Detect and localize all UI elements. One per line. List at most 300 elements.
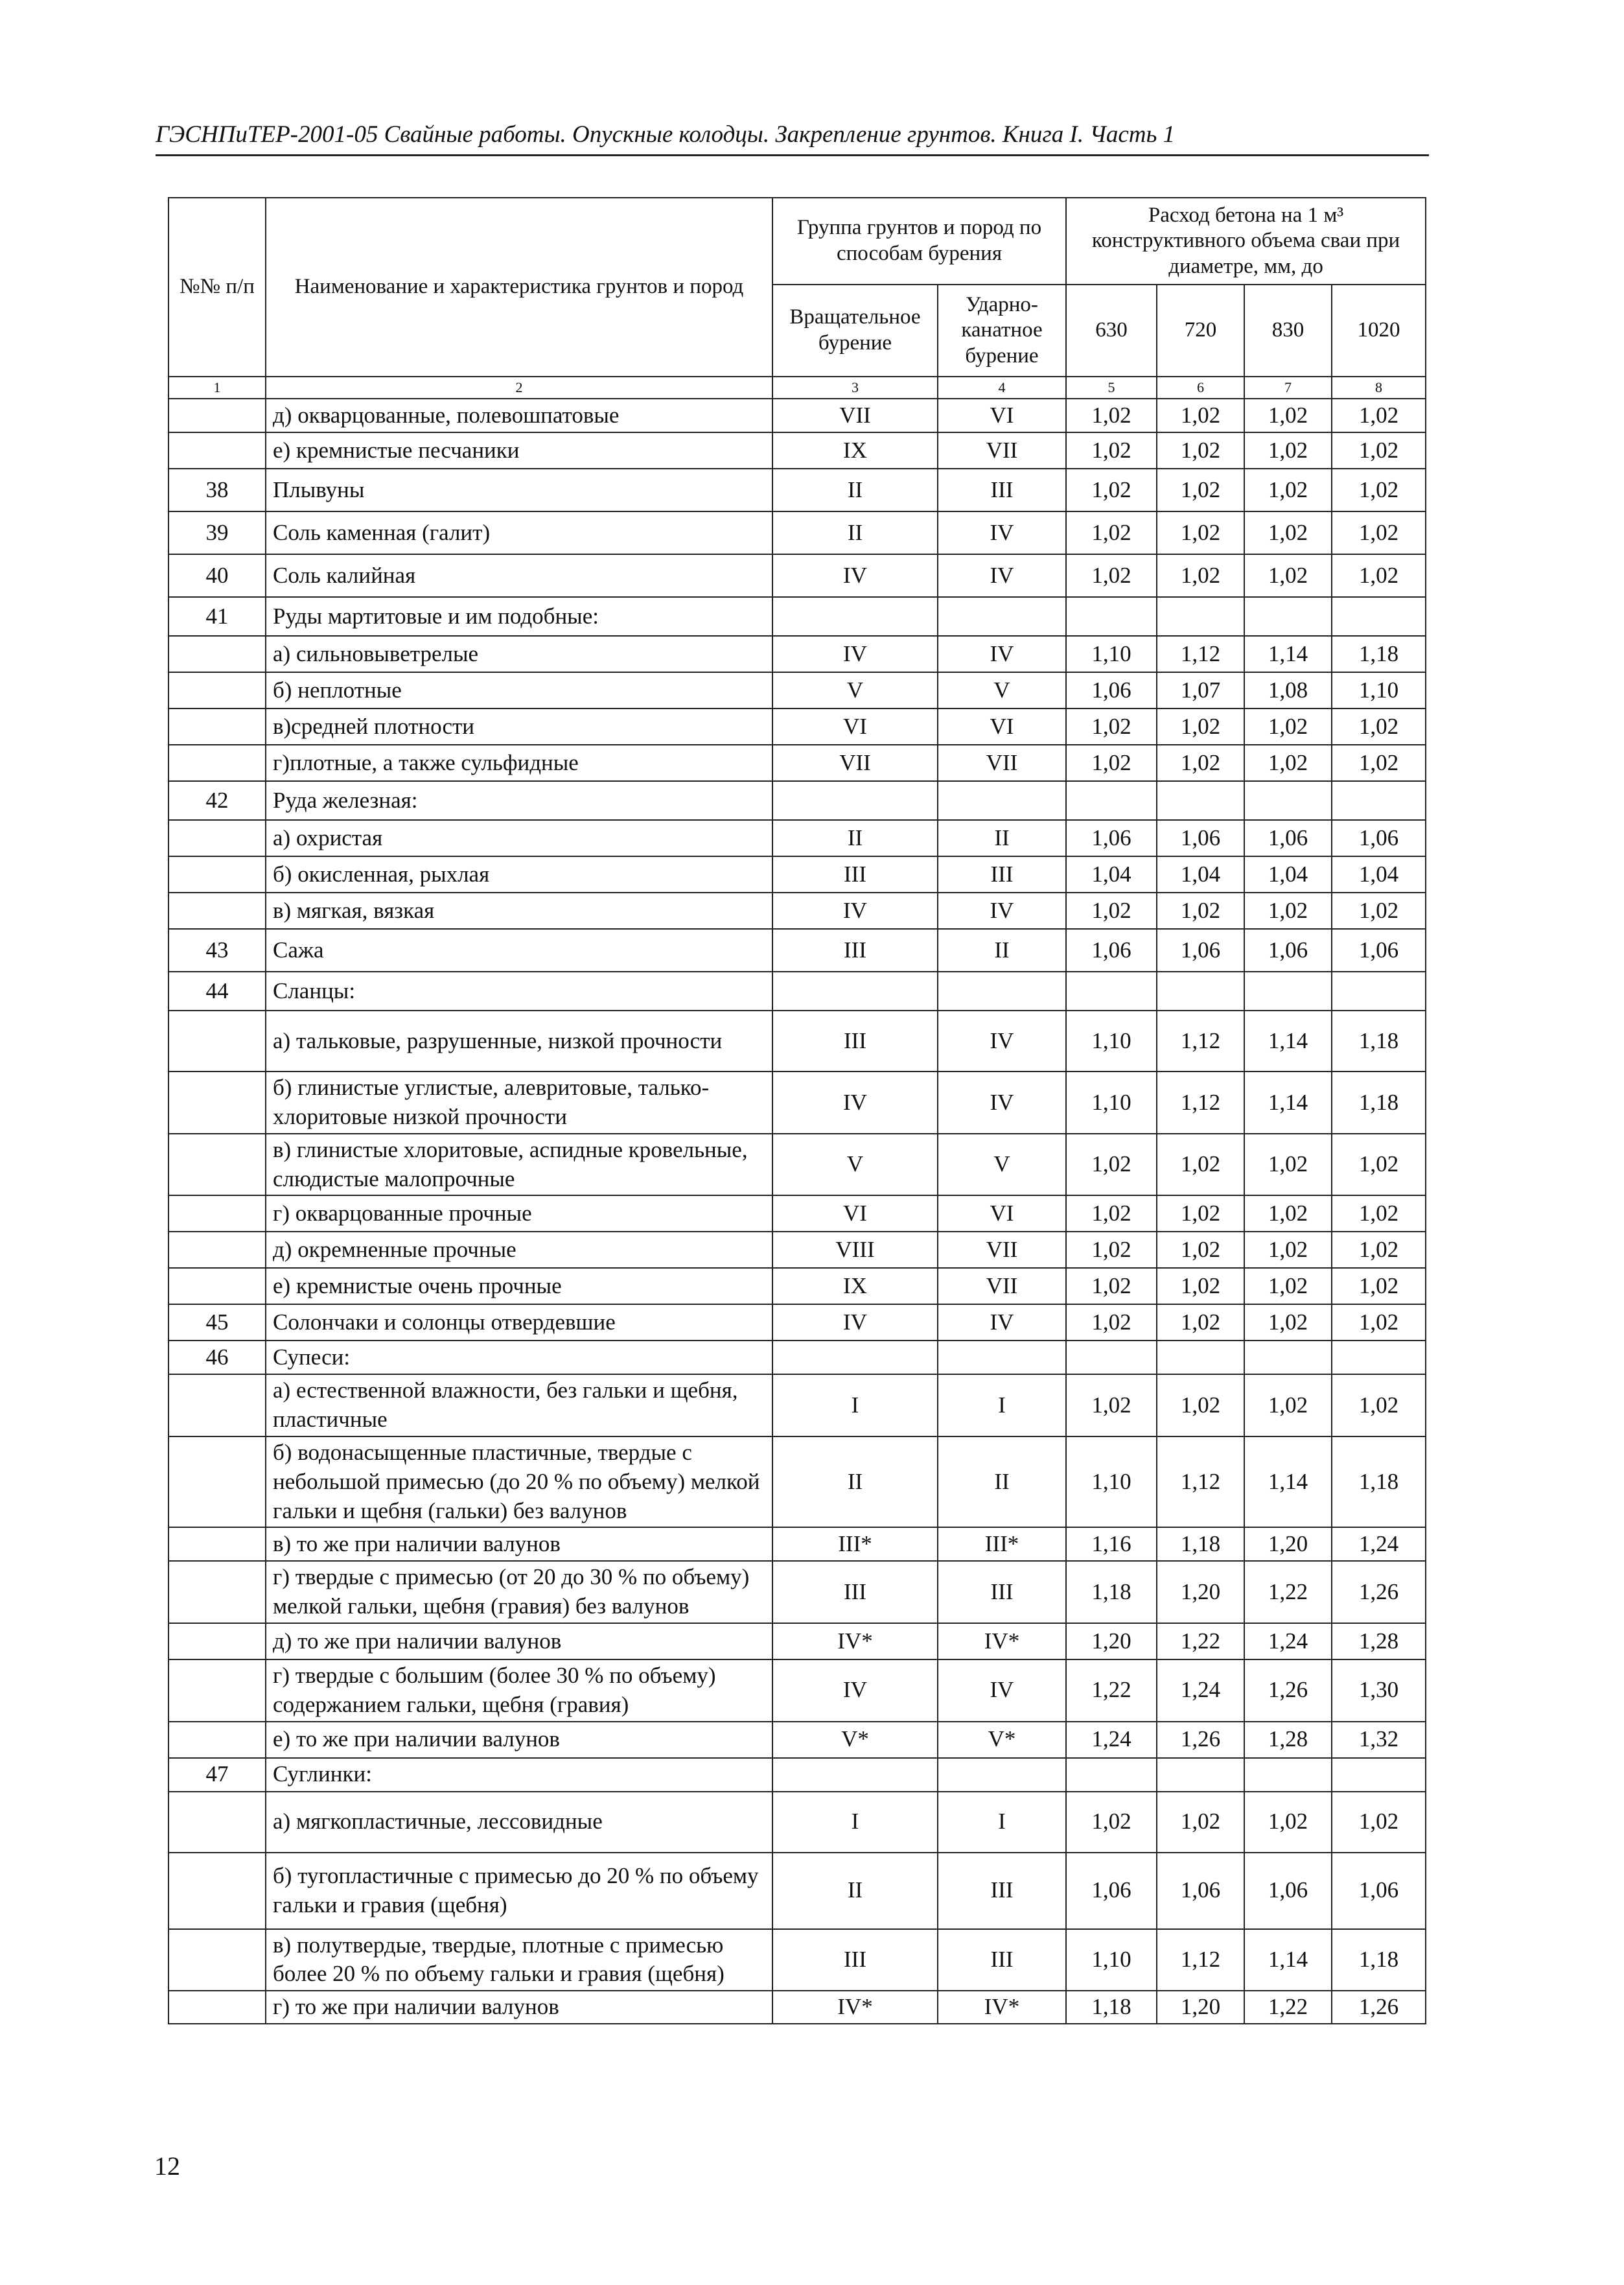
soil-name: Соль каменная (галит) <box>266 511 772 554</box>
row-number <box>168 1527 266 1561</box>
value-d720: 1,02 <box>1157 1374 1244 1436</box>
value-d630: 1,10 <box>1066 1072 1157 1134</box>
table-row <box>168 781 1426 820</box>
soil-name: е) кремнистые очень прочные <box>266 1268 772 1304</box>
row-number: 47 <box>168 1758 266 1792</box>
row-number <box>168 1929 266 1991</box>
value-d720: 1,12 <box>1157 1072 1244 1134</box>
value-d830: 1,02 <box>1244 709 1332 745</box>
column-index: 3 <box>772 377 938 399</box>
value-d830: 1,22 <box>1244 1991 1332 2024</box>
table-row <box>168 745 1426 781</box>
group-percussion <box>938 597 1066 636</box>
value-d1020 <box>1332 781 1426 820</box>
soil-name: Солончаки и солонцы отвердевшие <box>266 1304 772 1341</box>
row-number <box>168 1623 266 1659</box>
group-rotary: III* <box>772 1527 938 1561</box>
value-d830 <box>1244 1341 1332 1374</box>
group-percussion: III <box>938 1853 1066 1929</box>
table-row <box>168 1929 1426 1991</box>
value-d830: 1,22 <box>1244 1561 1332 1623</box>
soil-name: е) то же при наличии валунов <box>266 1722 772 1758</box>
soil-name: г) твердые с большим (более 30 % по объему) содержанием гальки, щебня (гравия) <box>266 1659 772 1722</box>
value-d720: 1,18 <box>1157 1527 1244 1561</box>
value-d1020: 1,30 <box>1332 1659 1426 1722</box>
table-row <box>168 929 1426 972</box>
value-d630: 1,10 <box>1066 636 1157 672</box>
row-number <box>168 1659 266 1722</box>
group-rotary: IV <box>772 554 938 597</box>
soil-name: а) тальковые, разрушенные, низкой прочности <box>266 1011 772 1072</box>
value-d830: 1,02 <box>1244 893 1332 929</box>
group-percussion <box>938 972 1066 1011</box>
value-d720 <box>1157 597 1244 636</box>
header-percussion: Ударно-канатное бурение <box>938 285 1066 377</box>
value-d1020: 1,02 <box>1332 554 1426 597</box>
value-d630: 1,18 <box>1066 1991 1157 2024</box>
value-d630: 1,02 <box>1066 399 1157 432</box>
value-d630: 1,02 <box>1066 469 1157 511</box>
group-percussion: IV <box>938 893 1066 929</box>
header-d830: 830 <box>1244 285 1332 377</box>
value-d830: 1,02 <box>1244 432 1332 469</box>
value-d830: 1,02 <box>1244 554 1332 597</box>
group-rotary <box>772 1758 938 1792</box>
soil-name: а) естественной влажности, без гальки и щебня, пластичные <box>266 1374 772 1436</box>
soil-name: б) глинистые углистые, алевритовые, талько-хлоритовые низкой прочности <box>266 1072 772 1134</box>
group-rotary: IV <box>772 1072 938 1134</box>
value-d630: 1,02 <box>1066 893 1157 929</box>
value-d1020: 1,04 <box>1332 856 1426 893</box>
value-d630: 1,02 <box>1066 1268 1157 1304</box>
value-d830 <box>1244 781 1332 820</box>
value-d720: 1,12 <box>1157 1011 1244 1072</box>
value-d1020: 1,02 <box>1332 1232 1426 1268</box>
value-d630: 1,24 <box>1066 1722 1157 1758</box>
value-d630: 1,02 <box>1066 709 1157 745</box>
value-d720: 1,02 <box>1157 432 1244 469</box>
value-d720: 1,02 <box>1157 399 1244 432</box>
row-number <box>168 672 266 709</box>
value-d630: 1,02 <box>1066 1195 1157 1232</box>
value-d830: 1,06 <box>1244 929 1332 972</box>
group-percussion: III <box>938 469 1066 511</box>
value-d630: 1,20 <box>1066 1623 1157 1659</box>
value-d720: 1,06 <box>1157 820 1244 856</box>
value-d1020: 1,02 <box>1332 399 1426 432</box>
value-d830: 1,14 <box>1244 636 1332 672</box>
row-number: 43 <box>168 929 266 972</box>
group-rotary: III <box>772 1929 938 1991</box>
value-d630: 1,10 <box>1066 1436 1157 1527</box>
group-percussion: IV <box>938 1072 1066 1134</box>
table-row <box>168 709 1426 745</box>
value-d720: 1,12 <box>1157 1436 1244 1527</box>
group-rotary: IV* <box>772 1991 938 2024</box>
group-percussion: IV <box>938 1659 1066 1722</box>
value-d1020: 1,02 <box>1332 432 1426 469</box>
value-d830: 1,02 <box>1244 1195 1332 1232</box>
value-d630 <box>1066 597 1157 636</box>
group-rotary <box>772 781 938 820</box>
value-d1020: 1,02 <box>1332 1374 1426 1436</box>
value-d630 <box>1066 972 1157 1011</box>
group-rotary: IV <box>772 636 938 672</box>
value-d830: 1,24 <box>1244 1623 1332 1659</box>
row-number <box>168 1436 266 1527</box>
soil-name: в) полутвердые, твердые, плотные с примесью более 20 % по объему гальки и гравия (щебня) <box>266 1929 772 1991</box>
value-d630 <box>1066 781 1157 820</box>
column-index: 8 <box>1332 377 1426 399</box>
value-d720: 1,20 <box>1157 1561 1244 1623</box>
value-d720: 1,12 <box>1157 1929 1244 1991</box>
row-number <box>168 1374 266 1436</box>
row-number <box>168 820 266 856</box>
group-percussion <box>938 1341 1066 1374</box>
soil-name: г) то же при наличии валунов <box>266 1991 772 2024</box>
group-percussion: II <box>938 929 1066 972</box>
value-d630: 1,10 <box>1066 1011 1157 1072</box>
group-rotary: II <box>772 1436 938 1527</box>
group-rotary: V <box>772 1134 938 1196</box>
group-rotary: I <box>772 1792 938 1853</box>
value-d1020 <box>1332 972 1426 1011</box>
value-d830: 1,20 <box>1244 1527 1332 1561</box>
value-d720: 1,02 <box>1157 893 1244 929</box>
group-percussion: IV <box>938 554 1066 597</box>
value-d720: 1,26 <box>1157 1722 1244 1758</box>
value-d1020: 1,26 <box>1332 1561 1426 1623</box>
group-rotary: II <box>772 820 938 856</box>
soil-name: а) охристая <box>266 820 772 856</box>
value-d630: 1,02 <box>1066 1232 1157 1268</box>
row-number: 41 <box>168 597 266 636</box>
column-index: 6 <box>1157 377 1244 399</box>
row-number: 42 <box>168 781 266 820</box>
group-percussion: II <box>938 1436 1066 1527</box>
table-row <box>168 1853 1426 1929</box>
group-rotary: III <box>772 1561 938 1623</box>
value-d720: 1,02 <box>1157 1134 1244 1196</box>
soil-name: д) окремненные прочные <box>266 1232 772 1268</box>
value-d1020: 1,02 <box>1332 709 1426 745</box>
value-d720: 1,02 <box>1157 745 1244 781</box>
header-d630: 630 <box>1066 285 1157 377</box>
group-percussion: VII <box>938 1232 1066 1268</box>
soil-name: Сажа <box>266 929 772 972</box>
soil-name: г)плотные, а также сульфидные <box>266 745 772 781</box>
table-row <box>168 399 1426 432</box>
group-rotary: III <box>772 856 938 893</box>
row-number <box>168 399 266 432</box>
soil-name: д) окварцованные, полевошпатовые <box>266 399 772 432</box>
value-d720: 1,02 <box>1157 1304 1244 1341</box>
row-number <box>168 893 266 929</box>
value-d720 <box>1157 1758 1244 1792</box>
value-d630: 1,18 <box>1066 1561 1157 1623</box>
soil-name: б) тугопластичные с примесью до 20 % по объему гальки и гравия (щебня) <box>266 1853 772 1929</box>
table-row <box>168 1341 1426 1374</box>
soil-name: Плывуны <box>266 469 772 511</box>
value-d720 <box>1157 781 1244 820</box>
soil-name: г) твердые с примесью (от 20 до 30 % по объему) мелкой гальки, щебня (гравия) без валунов <box>266 1561 772 1623</box>
value-d630: 1,02 <box>1066 432 1157 469</box>
group-percussion: VI <box>938 709 1066 745</box>
value-d1020: 1,02 <box>1332 1134 1426 1196</box>
header-name: Наименование и характеристика грунтов и пород <box>266 198 772 377</box>
row-number <box>168 1232 266 1268</box>
value-d1020: 1,32 <box>1332 1722 1426 1758</box>
row-number: 44 <box>168 972 266 1011</box>
group-percussion: IV* <box>938 1623 1066 1659</box>
group-rotary: IV* <box>772 1623 938 1659</box>
header-consumption: Расход бетона на 1 м³ конструктивного объема сваи при диаметре, мм, до <box>1066 198 1426 285</box>
header-group: Группа грунтов и пород по способам бурения <box>772 198 1066 285</box>
value-d830 <box>1244 972 1332 1011</box>
row-number: 40 <box>168 554 266 597</box>
table-row <box>168 972 1426 1011</box>
value-d630: 1,22 <box>1066 1659 1157 1722</box>
value-d720: 1,02 <box>1157 1195 1244 1232</box>
table-row <box>168 1436 1426 1527</box>
group-rotary: VI <box>772 709 938 745</box>
value-d830 <box>1244 1758 1332 1792</box>
value-d830: 1,06 <box>1244 820 1332 856</box>
value-d720 <box>1157 1341 1244 1374</box>
document-header-title: ГЭСНПиТЕР-2001-05 Свайные работы. Опускные колодцы. Закрепление грунтов. Книга I. Часть 1 <box>156 121 1176 148</box>
column-index: 5 <box>1066 377 1157 399</box>
value-d1020: 1,18 <box>1332 636 1426 672</box>
table-row <box>168 1195 1426 1232</box>
table-row <box>168 856 1426 893</box>
group-rotary: V* <box>772 1722 938 1758</box>
value-d720: 1,02 <box>1157 1268 1244 1304</box>
group-rotary: IX <box>772 432 938 469</box>
value-d830: 1,02 <box>1244 1134 1332 1196</box>
value-d720: 1,02 <box>1157 709 1244 745</box>
value-d1020: 1,28 <box>1332 1623 1426 1659</box>
value-d630: 1,02 <box>1066 1374 1157 1436</box>
row-number: 38 <box>168 469 266 511</box>
table-row <box>168 1659 1426 1722</box>
soil-concrete-table <box>168 197 1426 2024</box>
group-percussion: IV <box>938 511 1066 554</box>
value-d1020: 1,02 <box>1332 469 1426 511</box>
row-number <box>168 1195 266 1232</box>
header-d1020: 1020 <box>1332 285 1426 377</box>
row-number <box>168 1268 266 1304</box>
soil-name: Руды мартитовые и им подобные: <box>266 597 772 636</box>
group-rotary: V <box>772 672 938 709</box>
value-d630: 1,04 <box>1066 856 1157 893</box>
row-number <box>168 1853 266 1929</box>
value-d830: 1,28 <box>1244 1722 1332 1758</box>
column-index: 4 <box>938 377 1066 399</box>
group-rotary <box>772 597 938 636</box>
value-d720: 1,02 <box>1157 554 1244 597</box>
soil-name: г) окварцованные прочные <box>266 1195 772 1232</box>
row-number <box>168 856 266 893</box>
row-number <box>168 1072 266 1134</box>
value-d830: 1,14 <box>1244 1929 1332 1991</box>
value-d830: 1,02 <box>1244 1792 1332 1853</box>
value-d1020: 1,06 <box>1332 929 1426 972</box>
value-d630: 1,02 <box>1066 511 1157 554</box>
value-d720: 1,12 <box>1157 636 1244 672</box>
group-rotary: IX <box>772 1268 938 1304</box>
group-rotary: VI <box>772 1195 938 1232</box>
row-number: 39 <box>168 511 266 554</box>
group-rotary: VIII <box>772 1232 938 1268</box>
group-percussion: VII <box>938 1268 1066 1304</box>
value-d630: 1,06 <box>1066 672 1157 709</box>
row-number <box>168 1722 266 1758</box>
table-row <box>168 511 1426 554</box>
value-d720: 1,02 <box>1157 469 1244 511</box>
value-d1020: 1,18 <box>1332 1011 1426 1072</box>
value-d830: 1,02 <box>1244 1232 1332 1268</box>
value-d1020 <box>1332 597 1426 636</box>
soil-name: е) кремнистые песчаники <box>266 432 772 469</box>
value-d1020: 1,18 <box>1332 1436 1426 1527</box>
table-row <box>168 597 1426 636</box>
page-number: 12 <box>154 2151 180 2181</box>
group-percussion: II <box>938 820 1066 856</box>
value-d630: 1,02 <box>1066 1792 1157 1853</box>
value-d630: 1,06 <box>1066 929 1157 972</box>
value-d830 <box>1244 597 1332 636</box>
value-d630: 1,10 <box>1066 1929 1157 1991</box>
value-d720 <box>1157 972 1244 1011</box>
value-d1020: 1,02 <box>1332 893 1426 929</box>
row-number <box>168 1991 266 2024</box>
value-d830: 1,08 <box>1244 672 1332 709</box>
table-row <box>168 1134 1426 1196</box>
group-percussion: I <box>938 1374 1066 1436</box>
value-d720: 1,20 <box>1157 1991 1244 2024</box>
value-d630: 1,02 <box>1066 745 1157 781</box>
group-percussion: VII <box>938 745 1066 781</box>
value-d830: 1,02 <box>1244 399 1332 432</box>
value-d720: 1,04 <box>1157 856 1244 893</box>
row-number <box>168 1134 266 1196</box>
value-d830: 1,14 <box>1244 1436 1332 1527</box>
table-row <box>168 1268 1426 1304</box>
soil-name: Руда железная: <box>266 781 772 820</box>
table-row <box>168 1561 1426 1623</box>
value-d630 <box>1066 1758 1157 1792</box>
value-d720: 1,02 <box>1157 511 1244 554</box>
table-row <box>168 1722 1426 1758</box>
value-d830: 1,14 <box>1244 1011 1332 1072</box>
group-percussion: VII <box>938 432 1066 469</box>
group-percussion <box>938 781 1066 820</box>
value-d830: 1,02 <box>1244 511 1332 554</box>
column-index-row <box>168 377 1426 399</box>
value-d1020 <box>1332 1341 1426 1374</box>
row-number <box>168 636 266 672</box>
value-d630: 1,06 <box>1066 820 1157 856</box>
table-row <box>168 432 1426 469</box>
value-d830: 1,06 <box>1244 1853 1332 1929</box>
table-row <box>168 893 1426 929</box>
table-row <box>168 636 1426 672</box>
value-d830: 1,04 <box>1244 856 1332 893</box>
group-rotary: IV <box>772 893 938 929</box>
table-row <box>168 554 1426 597</box>
value-d1020: 1,26 <box>1332 1991 1426 2024</box>
group-percussion: III <box>938 856 1066 893</box>
header-num: №№ п/п <box>168 198 266 377</box>
group-percussion: IV <box>938 1011 1066 1072</box>
value-d630 <box>1066 1341 1157 1374</box>
value-d1020: 1,02 <box>1332 1792 1426 1853</box>
table-row <box>168 469 1426 511</box>
value-d630: 1,06 <box>1066 1853 1157 1929</box>
value-d1020: 1,10 <box>1332 672 1426 709</box>
soil-name: Сланцы: <box>266 972 772 1011</box>
table-row <box>168 1304 1426 1341</box>
table-row <box>168 1011 1426 1072</box>
value-d1020: 1,18 <box>1332 1072 1426 1134</box>
group-rotary: IV <box>772 1659 938 1722</box>
group-percussion: VI <box>938 1195 1066 1232</box>
value-d1020: 1,24 <box>1332 1527 1426 1561</box>
row-number <box>168 1561 266 1623</box>
soil-name: б) окисленная, рыхлая <box>266 856 772 893</box>
table-row <box>168 1232 1426 1268</box>
table-body <box>168 399 1426 2024</box>
table-row <box>168 1991 1426 2024</box>
value-d720: 1,02 <box>1157 1232 1244 1268</box>
group-percussion: V* <box>938 1722 1066 1758</box>
group-percussion: IV* <box>938 1991 1066 2024</box>
value-d630: 1,02 <box>1066 554 1157 597</box>
value-d830: 1,02 <box>1244 745 1332 781</box>
table-row <box>168 672 1426 709</box>
group-percussion: III* <box>938 1527 1066 1561</box>
value-d1020: 1,02 <box>1332 745 1426 781</box>
value-d720: 1,06 <box>1157 929 1244 972</box>
column-index: 7 <box>1244 377 1332 399</box>
group-percussion: IV <box>938 1304 1066 1341</box>
header-rotary: Вращательное бурение <box>772 285 938 377</box>
soil-name: а) мягкопластичные, лессовидные <box>266 1792 772 1853</box>
soil-name: Супеси: <box>266 1341 772 1374</box>
group-percussion: V <box>938 1134 1066 1196</box>
group-rotary: II <box>772 469 938 511</box>
value-d830: 1,14 <box>1244 1072 1332 1134</box>
group-rotary: II <box>772 1853 938 1929</box>
value-d720: 1,24 <box>1157 1659 1244 1722</box>
value-d720: 1,22 <box>1157 1623 1244 1659</box>
row-number <box>168 709 266 745</box>
value-d1020: 1,02 <box>1332 1304 1426 1341</box>
group-rotary: VII <box>772 399 938 432</box>
row-number <box>168 745 266 781</box>
group-percussion: VI <box>938 399 1066 432</box>
value-d720: 1,07 <box>1157 672 1244 709</box>
value-d1020: 1,02 <box>1332 1195 1426 1232</box>
soil-name: а) сильновыветрелые <box>266 636 772 672</box>
soil-name: б) водонасыщенные пластичные, твердые с небольшой примесью (до 20 % по объему) мелкой гальки и щебня (гальки) без валунов <box>266 1436 772 1527</box>
table-row <box>168 1758 1426 1792</box>
row-number <box>168 432 266 469</box>
group-rotary <box>772 1341 938 1374</box>
value-d1020 <box>1332 1758 1426 1792</box>
value-d1020: 1,02 <box>1332 511 1426 554</box>
value-d630: 1,02 <box>1066 1134 1157 1196</box>
